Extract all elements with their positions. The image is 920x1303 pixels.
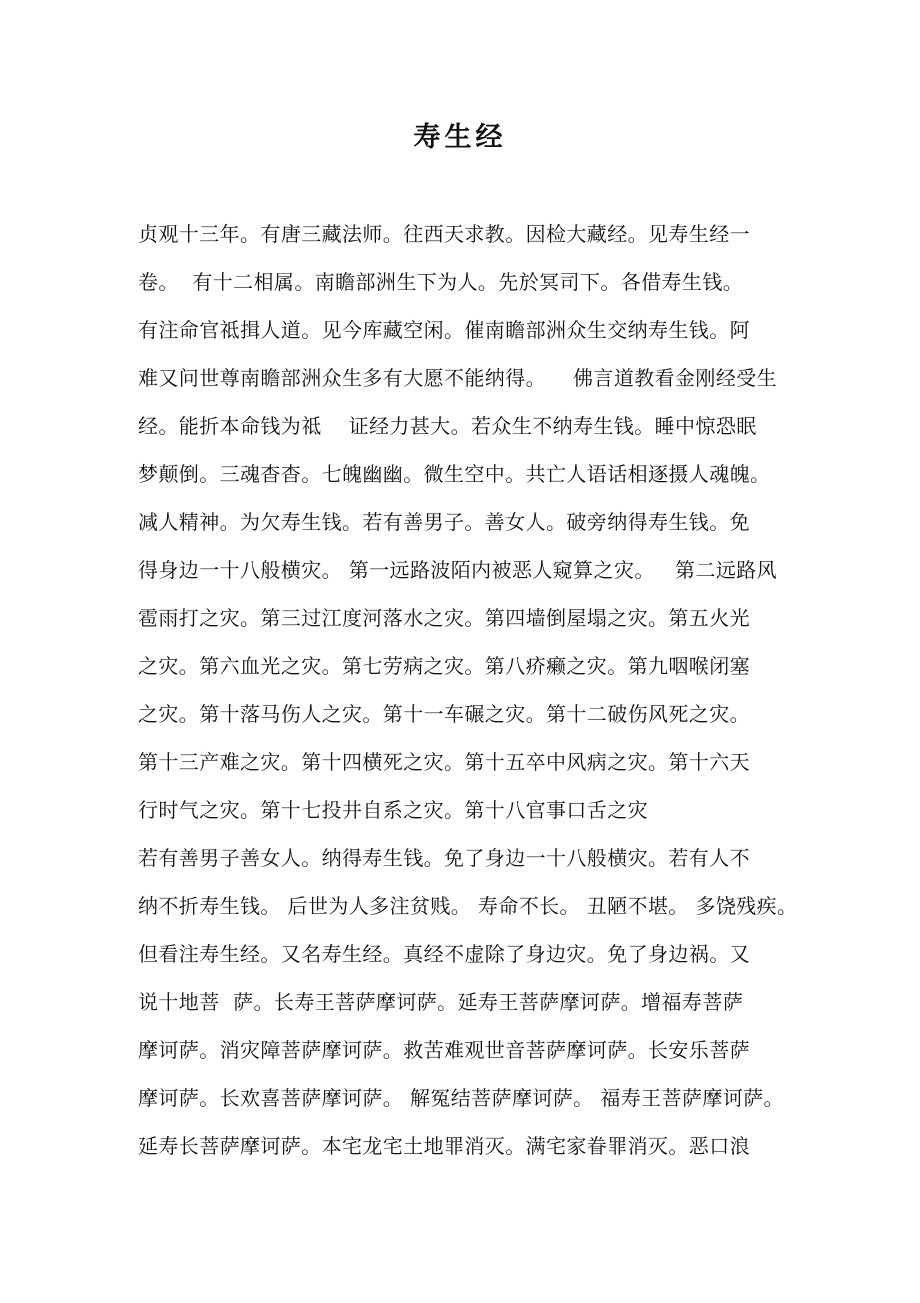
text-line: 但看注寿生经。又名寿生经。真经不虚除了身边灾。免了身边祸。又 — [138, 942, 750, 966]
text-line: 摩诃萨。消灾障菩萨摩诃萨。救苦难观世音菩萨摩诃萨。长安乐菩萨 — [138, 1038, 750, 1062]
text-line: 之灾。第六血光之灾。第七劳病之灾。第八疥癞之灾。第九咽喉闭塞 — [138, 654, 750, 678]
text-line: 行时气之灾。第十七投井自系之灾。第十八官事口舌之灾 — [138, 798, 648, 822]
text-line: 雹雨打之灾。第三过江度河落水之灾。第四墙倒屋塌之灾。第五火光 — [138, 606, 750, 630]
text-line: 梦颠倒。三魂杳杳。七魄幽幽。微生空中。共亡人语话相逐摄人魂魄。 — [138, 462, 771, 486]
text-line: 难又问世尊南瞻部洲众生多有大愿不能纳得。 佛言道教看金刚经受生 — [138, 366, 778, 390]
text-line: 卷。 有十二相属。南瞻部洲生下为人。先於冥司下。各借寿生钱。 — [138, 270, 744, 294]
body-text — [138, 217, 798, 1177]
text-line: 纳不折寿生钱。 后世为人多注贫贱。 寿命不长。 丑陋不堪。 多饶残疾。 — [138, 894, 798, 918]
text-line: 说十地菩 萨。长寿王菩萨摩诃萨。延寿王菩萨摩诃萨。增福寿菩萨 — [138, 990, 744, 1014]
text-line: 有注命官祗揖人道。见今库藏空闲。催南瞻部洲众生交纳寿生钱。阿 — [138, 318, 750, 342]
text-line: 之灾。第十落马伤人之灾。第十一车碾之灾。第十二破伤风死之灾。 — [138, 702, 750, 726]
text-line: 若有善男子善女人。纳得寿生钱。免了身边一十八般横灾。若有人不 — [138, 846, 750, 870]
text-line: 摩诃萨。长欢喜菩萨摩诃萨。 解冤结菩萨摩诃萨。 福寿王菩萨摩诃萨。 — [138, 1086, 784, 1110]
text-line: 减人精神。为欠寿生钱。若有善男子。善女人。破旁纳得寿生钱。免 — [138, 510, 750, 534]
page-title: 寿生经 — [413, 122, 507, 153]
text-line: 得身边一十八般横灾。 第一远路波陌内被恶人窥算之灾。 第二远路风 — [138, 558, 778, 582]
text-line: 经。能折本命钱为祗 证经力甚大。若众生不纳寿生钱。睡中惊恐眠 — [138, 414, 757, 438]
text-line: 延寿长菩萨摩诃萨。本宅龙宅土地罪消灭。满宅家眷罪消灭。恶口浪 — [138, 1134, 750, 1158]
text-line: 贞观十三年。有唐三藏法师。往西天求教。因检大藏经。见寿生经一 — [138, 222, 750, 246]
text-line: 第十三产难之灾。第十四横死之灾。第十五卒中风病之灾。第十六天 — [138, 750, 750, 774]
